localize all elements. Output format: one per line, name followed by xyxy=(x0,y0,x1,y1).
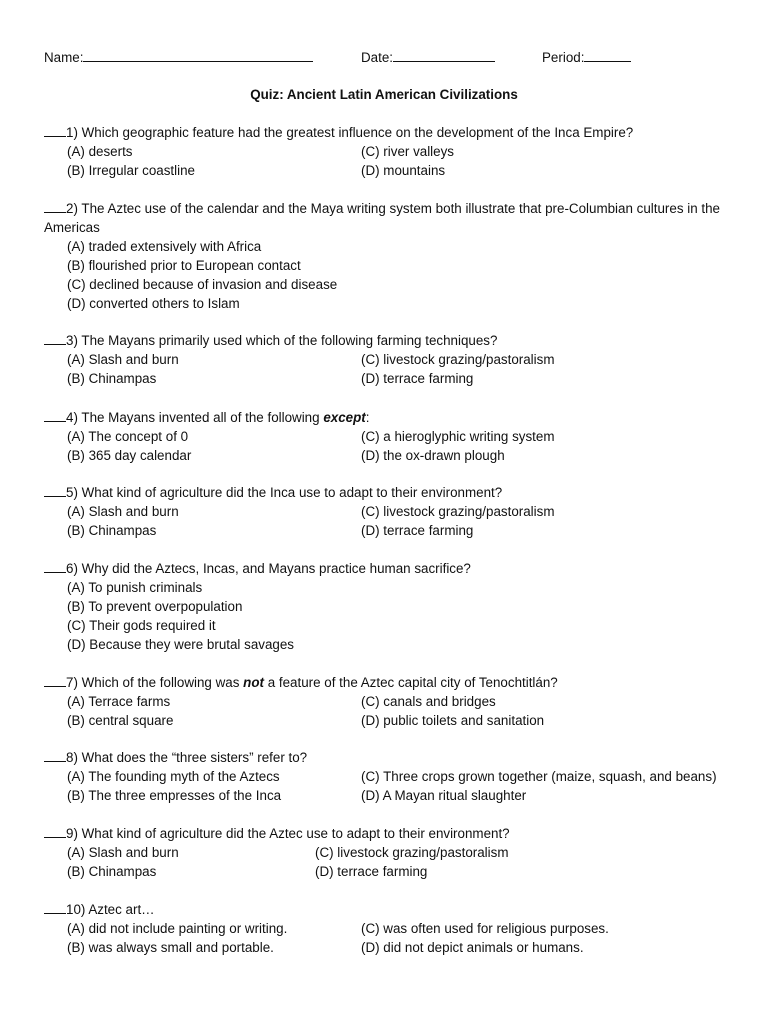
question-stem xyxy=(44,122,734,142)
option-a: (A) Slash and burn xyxy=(67,352,179,367)
option-d: (D) Because they were brutal savages xyxy=(67,637,295,652)
option-b: (B) flourished prior to European contact xyxy=(67,258,301,273)
option-b: (B) 365 day calendar xyxy=(67,448,192,463)
name-blank[interactable] xyxy=(83,47,313,62)
option-b: (B) was always small and portable. xyxy=(67,940,274,955)
question-9 xyxy=(44,823,734,881)
answer-blank[interactable] xyxy=(44,122,66,137)
question-text: 10) Aztec art… xyxy=(66,902,155,917)
question-2 xyxy=(44,198,734,313)
question-text: 4) The Mayans invented all of the following xyxy=(66,410,324,425)
question-text: 5) What kind of agriculture did the Inca use to adapt to their environment? xyxy=(66,485,503,500)
question-text: 6) Why did the Aztecs, Incas, and Mayans practice human sacrifice? xyxy=(66,561,471,576)
option-d: (D) terrace farming xyxy=(315,864,428,879)
answer-blank[interactable] xyxy=(44,482,66,497)
option-a: (A) The founding myth of the Aztecs xyxy=(67,769,280,784)
option-d: (D) A Mayan ritual slaughter xyxy=(361,788,527,803)
option-a: (A) deserts xyxy=(67,144,133,159)
question-1 xyxy=(44,122,734,180)
question-10 xyxy=(44,899,734,957)
name-label: Name: xyxy=(44,50,84,65)
question-3 xyxy=(44,330,734,388)
period-label: Period: xyxy=(542,50,585,65)
question-6 xyxy=(44,558,734,654)
options xyxy=(67,427,734,465)
question-text-end: a feature of the Aztec capital city of Tenochtitlán? xyxy=(263,675,558,690)
question-5 xyxy=(44,482,734,540)
option-c: (C) canals and bridges xyxy=(361,694,496,709)
question-text: 3) The Mayans primarily used which of the following farming techniques? xyxy=(66,333,498,348)
options xyxy=(67,237,734,313)
option-a: (A) Slash and burn xyxy=(67,504,179,519)
period-field xyxy=(542,47,631,67)
question-stem xyxy=(44,899,734,919)
answer-blank[interactable] xyxy=(44,672,66,687)
options xyxy=(67,502,734,540)
option-d: (D) terrace farming xyxy=(361,523,474,538)
option-c: (C) river valleys xyxy=(361,144,454,159)
answer-blank[interactable] xyxy=(44,823,66,838)
option-c: (C) livestock grazing/pastoralism xyxy=(361,352,555,367)
question-stem xyxy=(44,558,734,578)
question-text: 1) Which geographic feature had the greatest influence on the development of the Inca Empire? xyxy=(66,125,634,140)
question-text-end: : xyxy=(365,410,370,425)
options xyxy=(67,843,734,881)
question-text: 8) What does the “three sisters” refer to? xyxy=(66,750,308,765)
question-4 xyxy=(44,407,734,465)
question-text: 7) Which of the following was xyxy=(66,675,244,690)
question-stem xyxy=(44,198,734,237)
option-a: (A) Slash and burn xyxy=(67,845,179,860)
option-c: (C) Their gods required it xyxy=(67,618,216,633)
answer-blank[interactable] xyxy=(44,558,66,573)
option-a: (A) did not include painting or writing. xyxy=(67,921,288,936)
option-c: (C) was often used for religious purposes. xyxy=(361,921,609,936)
option-c: (C) a hieroglyphic writing system xyxy=(361,429,555,444)
option-b: (B) Chinampas xyxy=(67,864,157,879)
option-c: (C) Three crops grown together (maize, squash, and beans) xyxy=(361,769,717,784)
option-b: (B) To prevent overpopulation xyxy=(67,599,243,614)
options xyxy=(67,919,734,957)
name-field xyxy=(44,47,313,67)
question-emphasis: except xyxy=(323,410,366,425)
option-c: (C) livestock grazing/pastoralism xyxy=(361,504,555,519)
question-stem xyxy=(44,672,734,692)
options xyxy=(67,692,734,730)
question-text: 9) What kind of agriculture did the Aztec use to adapt to their environment? xyxy=(66,826,510,841)
option-a: (A) traded extensively with Africa xyxy=(67,239,262,254)
question-stem xyxy=(44,482,734,502)
date-field xyxy=(361,47,495,67)
answer-blank[interactable] xyxy=(44,407,66,422)
date-blank[interactable] xyxy=(393,47,495,62)
option-c: (C) livestock grazing/pastoralism xyxy=(315,845,509,860)
option-b: (B) The three empresses of the Inca xyxy=(67,788,282,803)
answer-blank[interactable] xyxy=(44,899,66,914)
option-b: (B) Irregular coastline xyxy=(67,163,196,178)
answer-blank[interactable] xyxy=(44,198,66,213)
period-blank[interactable] xyxy=(584,47,631,62)
options xyxy=(67,767,734,805)
option-c: (C) declined because of invasion and disease xyxy=(67,277,338,292)
answer-blank[interactable] xyxy=(44,330,66,345)
question-emphasis: not xyxy=(243,675,264,690)
question-stem xyxy=(44,330,734,350)
option-b: (B) Chinampas xyxy=(67,371,157,386)
option-d: (D) converted others to Islam xyxy=(67,296,240,311)
option-d: (D) mountains xyxy=(361,163,446,178)
option-d: (D) public toilets and sanitation xyxy=(361,713,545,728)
quiz-title: Quiz: Ancient Latin American Civilizations xyxy=(250,87,518,102)
question-7 xyxy=(44,672,734,730)
option-b: (B) Chinampas xyxy=(67,523,157,538)
question-stem xyxy=(44,407,734,427)
option-a: (A) To punish criminals xyxy=(67,580,203,595)
question-8 xyxy=(44,747,734,805)
answer-blank[interactable] xyxy=(44,747,66,762)
option-b: (B) central square xyxy=(67,713,174,728)
question-stem xyxy=(44,747,734,767)
option-d: (D) did not depict animals or humans. xyxy=(361,940,584,955)
options xyxy=(67,578,734,654)
date-label: Date: xyxy=(361,50,394,65)
option-a: (A) Terrace farms xyxy=(67,694,171,709)
options xyxy=(67,142,734,180)
option-a: (A) The concept of 0 xyxy=(67,429,189,444)
question-text: 2) The Aztec use of the calendar and the Maya writing system both illustrate that pre-Columbian cultures in the Americas xyxy=(44,201,721,235)
question-stem xyxy=(44,823,734,843)
option-d: (D) the ox-drawn plough xyxy=(361,448,505,463)
option-d: (D) terrace farming xyxy=(361,371,474,386)
options xyxy=(67,350,734,388)
